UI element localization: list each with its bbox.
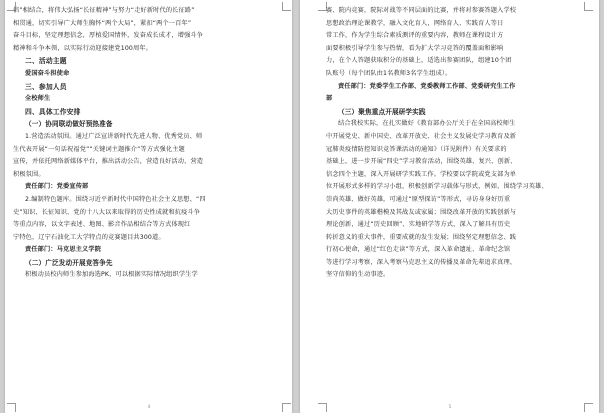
paragraph-line: 奋斗目标，坚定理想信念，厚植爱国情怀，发奋成长成才，增强斗争	[13, 32, 204, 40]
responsible-department: 责任部门：马克思主义学院	[25, 246, 102, 254]
page-corner-mark	[282, 2, 291, 11]
paragraph-line: 转折意义的重大事件，重要成就的发生发展；围绕坚定理想信念、践	[326, 233, 517, 241]
subsection-heading: （一）协同联动做好预热准备	[25, 120, 113, 129]
paragraph-line: 队账号（每个团队由1名教师3名学生组成）。	[326, 69, 452, 77]
section-text: 爱国奋斗担使命	[25, 69, 70, 77]
paragraph-line: 宁特色，辽宁石油化工大学特点的竞赛题目共300道。	[13, 233, 165, 241]
paragraph-line: 力，在个人答题获取积分的基础上，适选出参赛团队，组建10个团	[326, 57, 512, 65]
paragraph-line: 生代表开展“一句话祝福党”“关键词主题推介”等方式强化主题	[13, 145, 185, 153]
page-corner-mark	[7, 403, 16, 412]
page-corner-mark	[282, 403, 291, 412]
paragraph-line: 坚守信仰的生动事迹。	[326, 271, 390, 279]
paragraph-line: 结合我校实际，在扎实做好《教育部办公厅关于在全国高校师生	[338, 120, 516, 128]
document-page-right	[300, 0, 599, 413]
section-text: 全校师生	[25, 95, 51, 103]
paragraph-line: 2.编制特色题库。围绕习近平新时代中国特色社会主义思想、“四	[25, 195, 206, 203]
paragraph-line: 大历史事件的英雄楷模及其战友或家属；围绕改革开放的实践创新与	[326, 208, 517, 216]
paragraph-line: 面要积极引导学生参与热情，看为扩大学习竞答的覆盖面和影响	[326, 44, 504, 52]
section-heading: 三、参加人员	[25, 82, 67, 91]
responsible-department: 责任部门：党委学生工作部、党委教师工作部、党委研究生工作	[338, 82, 516, 90]
responsible-department: 部	[326, 95, 333, 103]
paragraph-line: 思想政治理论课教学，融入文化育人，网络育人、实践育人等日	[326, 19, 504, 27]
paragraph-line: 冠肺炎疫情防控知识竞答课活动的通知》（详见附件）有关要求的	[326, 145, 507, 153]
responsible-department: 责任部门：党委宣传部	[25, 183, 89, 191]
paragraph-line: 中开展党史、新中国史、改革开放史、社会主义发展史学习教育及新	[326, 132, 517, 140]
page-body	[326, 5, 582, 282]
page-number: 4	[147, 404, 151, 409]
paragraph-line: 行初心使命，通过“红色走读”等方式，深入革命遗址、革命纪念馆	[326, 246, 511, 254]
subsection-heading: （三）聚焦重点开展研学实践	[338, 107, 426, 116]
page-corner-mark	[318, 403, 327, 412]
section-heading: 二、活动主题	[25, 57, 67, 66]
paragraph-line: 崇尚英雄、做好英雄，可通过“原型探访”等形式，寻访身身好历重	[326, 195, 511, 203]
paragraph-line: 常工作，作为学生综合素质测评的重要内容，教师在课程设计方	[326, 32, 504, 40]
page-body	[13, 5, 281, 282]
paragraph-line: 基础上，进一步开展“四史”学习教育活动，围绕英雄、复兴、创新、	[326, 158, 517, 166]
paragraph-line: 理论创新，通过“历史回顾”、实地研学等方式，深入了解具有历史	[326, 221, 511, 229]
paragraph-line: 史”知识、长征知识、党的十八大以来取得的历史性成就和抗疫斗争	[13, 208, 201, 216]
document-page-left	[5, 0, 292, 413]
paragraph-line: 宣传，并依托网络新媒体平台，推出活动公告，营造良好活动、营造	[13, 158, 204, 166]
paragraph-line: 信”相结合，将伟大弘扬“长征精神”与努力“走好新时代的长征路”	[13, 7, 195, 14]
paragraph-line: 信念四个主题，深入开展研学实践工作。学校要以学院或党支部为单	[326, 170, 517, 178]
paragraph-line: 积极氛围。	[13, 170, 45, 178]
paragraph-line: 1.营造活动氛围。通过广泛宣讲新时代先进人物、优秀党员、师	[25, 132, 203, 140]
paragraph-line: 赛、院内竞赛，院际对战等不同层面的比赛，并将对参赛答题入学校	[326, 7, 517, 14]
paragraph-line: 相贯通，切实引导广大师生胸怀“两个大局”，紧扣“两个一百年”	[13, 19, 192, 27]
paragraph-line: 精神和斗争本领，以实际行动迎接建党100周年。	[13, 44, 153, 52]
paragraph-line: 等进行学习考察，深入考察马克思主义的传播及革命先辈追求真理、	[326, 258, 517, 266]
page-corner-mark	[584, 403, 593, 412]
page-number: 5	[448, 404, 452, 409]
paragraph-line: 积极动员校内师生参加海选PK，可以根据实际情况组织学生学	[25, 271, 198, 279]
section-heading: 四、具体工作安排	[25, 107, 81, 116]
paragraph-line: 位开展形式多样的学习小组，积极创新学习载体与形式，例如，围绕学习英雄、	[326, 183, 548, 191]
paragraph-line: 等重点内容，以文字表述、地图、影音作品相结合等方式体现红	[13, 221, 191, 229]
page-corner-mark	[584, 2, 593, 11]
subsection-heading: （二）广泛发动开展竞答争先	[25, 258, 113, 267]
